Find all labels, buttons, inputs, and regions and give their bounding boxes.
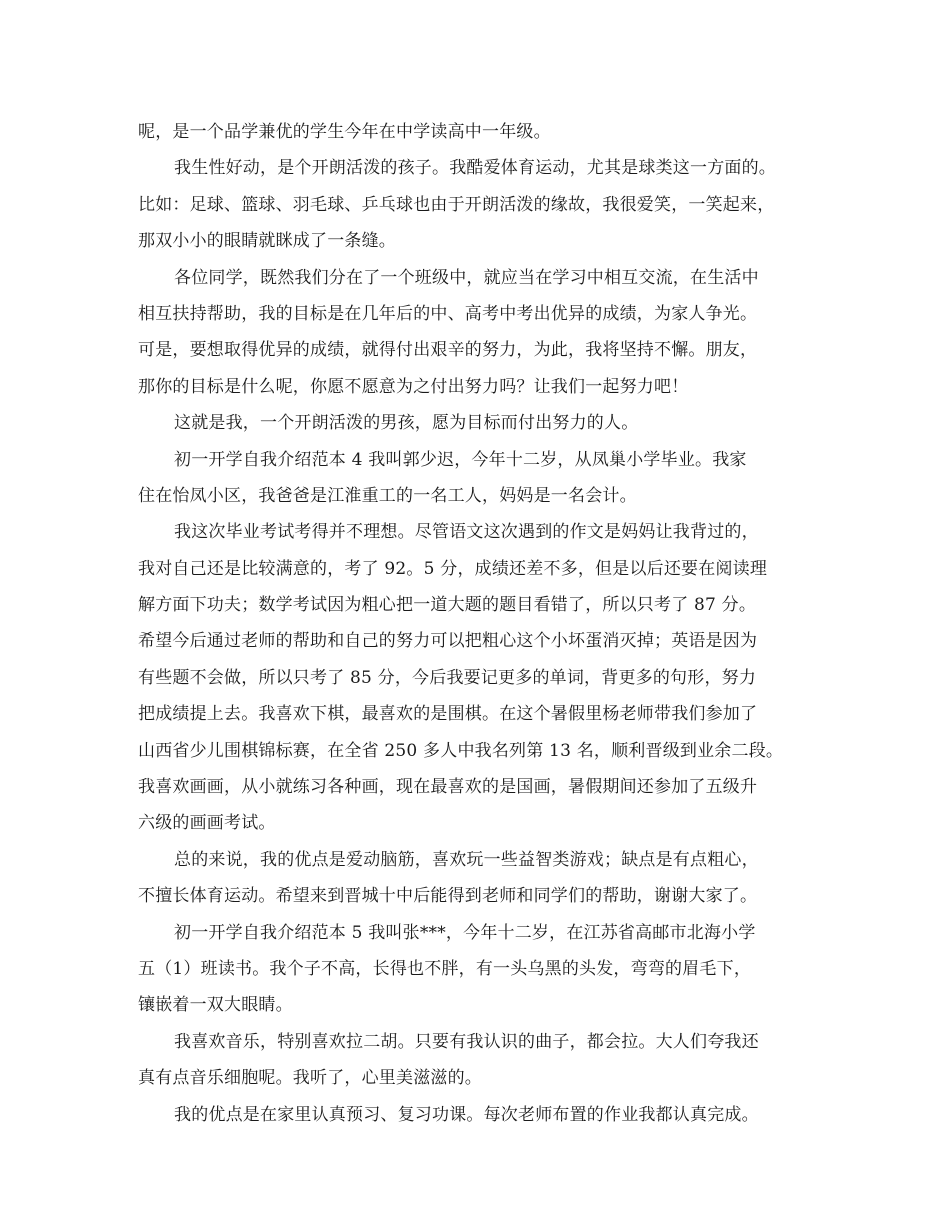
text-line: 我喜欢音乐，特别喜欢拉二胡。只要有我认识的曲子，都会拉。大人们夸我还 — [174, 1031, 759, 1052]
text-line: 那你的目标是什么呢，你愿不愿意为之付出努力吗？让我们一起努力吧！ — [138, 376, 689, 397]
text-line: 各位同学，既然我们分在了一个班级中，就应当在学习中相互交流，在生活中 — [174, 267, 759, 288]
text-line: 初一开学自我介绍范本 5 我叫张***，今年十二岁，在江苏省高邮市北海小学 — [174, 922, 756, 943]
text-line: 五（1）班读书。我个子不高，长得也不胖，有一头乌黑的头发，弯弯的眉毛下， — [138, 958, 752, 979]
text-line: 希望今后通过老师的帮助和自己的努力可以把粗心这个小坏蛋消灭掉；英语是因为 — [138, 631, 758, 652]
text-line: 镶嵌着一双大眼睛。 — [138, 995, 293, 1016]
text-line: 有些题不会做，所以只考了 85 分，今后我要记更多的单词，背更多的句形，努力 — [138, 667, 757, 688]
text-line: 比如：足球、篮球、羽毛球、乒乓球也由于开朗活泼的缘故，我很爱笑，一笑起来， — [138, 194, 775, 215]
text-line: 山西省少儿围棋锦标赛，在全省 250 多人中我名列第 13 名，顺利晋级到业余二段。 — [138, 740, 784, 761]
text-line: 我喜欢画画，从小就练习各种画，现在最喜欢的是国画，暑假期间还参加了五级升 — [138, 777, 758, 798]
text-line: 相互扶持帮助，我的目标是在几年后的中、高考中考出优异的成绩，为家人争光。 — [138, 303, 758, 324]
text-line: 我对自己还是比较满意的，考了 92。5 分，成绩还差不多，但是以后还要在阅读理 — [138, 558, 768, 579]
text-line: 可是，要想取得优异的成绩，就得付出艰辛的努力，为此，我将坚持不懈。朋友， — [138, 340, 758, 361]
text-line: 那双小小的眼睛就眯成了一条缝。 — [138, 231, 396, 252]
text-line: 初一开学自我介绍范本 4 我叫郭少迟，今年十二岁，从凤巢小学毕业。我家 — [174, 449, 747, 470]
text-line: 呢，是一个品学兼优的学生今年在中学读高中一年级。 — [138, 122, 551, 142]
text-line: 这就是我，一个开朗活泼的男孩，愿为目标而付出努力的人。 — [174, 413, 639, 434]
text-line: 住在怡凤小区，我爸爸是江淮重工的一名工人，妈妈是一名会计。 — [138, 485, 637, 506]
text-line: 把成绩提上去。我喜欢下棋，最喜欢的是围棋。在这个暑假里杨老师带我们参加了 — [138, 704, 758, 725]
document-body — [138, 114, 818, 1133]
text-line: 六级的画画考试。 — [138, 813, 276, 834]
text-line: 不擅长体育运动。希望来到晋城十中后能得到老师和同学们的帮助，谢谢大家了。 — [138, 886, 758, 907]
text-line: 总的来说，我的优点是爱动脑筋，喜欢玩一些益智类游戏；缺点是有点粗心， — [174, 849, 759, 870]
text-line: 我这次毕业考试考得并不理想。尽管语文这次遇到的作文是妈妈让我背过的， — [174, 522, 759, 543]
text-line: 我的优点是在家里认真预习、复习功课。每次老师布置的作业我都认真完成。 — [174, 1104, 759, 1125]
text-line: 真有点音乐细胞呢。我听了，心里美滋滋的。 — [138, 1068, 482, 1089]
text-line: 我生性好动，是个开朗活泼的孩子。我酷爱体育运动，尤其是球类这一方面的。 — [174, 158, 776, 179]
text-line: 解方面下功夫；数学考试因为粗心把一道大题的题目看错了，所以只考了 87 分。 — [138, 595, 757, 616]
